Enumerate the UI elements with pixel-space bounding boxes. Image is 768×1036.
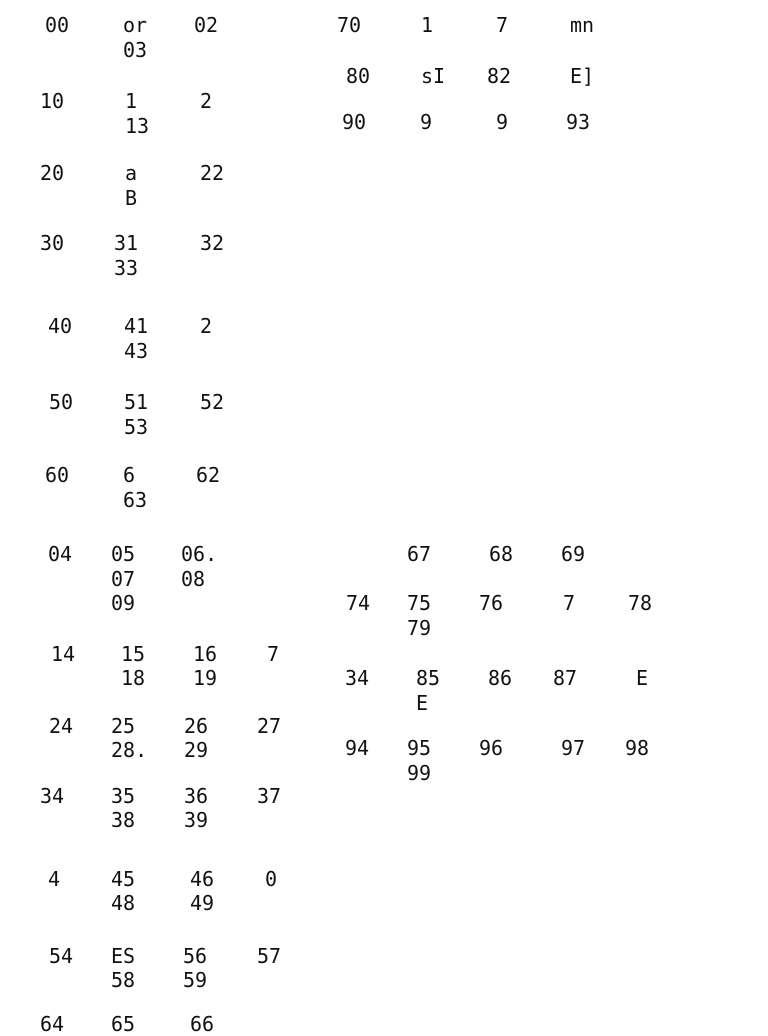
cell-87: 87 [553, 666, 578, 690]
cell-82: 82 [487, 64, 512, 88]
cell-78: 78 [628, 591, 653, 615]
cell-67: 67 [407, 542, 432, 566]
cell-50: 50 [49, 390, 74, 414]
cell-69: 69 [561, 542, 586, 566]
cell-85: 85 [416, 666, 441, 690]
cell-89: E [416, 691, 429, 715]
cell-79: 79 [407, 616, 432, 640]
cell-09: 09 [111, 591, 136, 615]
cell-23: B [125, 186, 138, 210]
cell-48: 48 [111, 891, 136, 915]
cell-95: 95 [407, 736, 432, 760]
cell-92: 9 [496, 110, 509, 134]
cell-08: 08 [181, 567, 206, 591]
cell-41: 41 [124, 314, 149, 338]
cell-90: 90 [342, 110, 367, 134]
cell-75: 75 [407, 591, 432, 615]
cell-00: 00 [45, 13, 70, 37]
cell-16: 16 [193, 642, 218, 666]
cell-52: 52 [200, 390, 225, 414]
cell-51: 51 [124, 390, 149, 414]
cell-46: 46 [190, 867, 215, 891]
cell-49: 49 [190, 891, 215, 915]
cell-05: 05 [111, 542, 136, 566]
cell-83: E] [570, 64, 595, 88]
cell-37: 37 [257, 784, 282, 808]
cell-80: 80 [346, 64, 371, 88]
cell-77: 7 [563, 591, 576, 615]
cell-98: 98 [625, 736, 650, 760]
cell-61: 6 [123, 463, 136, 487]
cell-26: 26 [184, 714, 209, 738]
cell-44: 4 [48, 867, 61, 891]
cell-39: 39 [184, 808, 209, 832]
cell-18: 18 [121, 666, 146, 690]
cell-42: 2 [200, 314, 213, 338]
cell-24: 24 [49, 714, 74, 738]
cell-06: 06. [181, 542, 218, 566]
cell-33: 33 [114, 256, 139, 280]
cell-93: 93 [566, 110, 591, 134]
cell-15: 15 [121, 642, 146, 666]
cell-60: 60 [45, 463, 70, 487]
cell-04: 04 [48, 542, 73, 566]
cell-19: 19 [193, 666, 218, 690]
cell-36: 36 [184, 784, 209, 808]
cell-81: sI [421, 64, 446, 88]
cell-22: 22 [200, 161, 225, 185]
cell-86: 86 [488, 666, 513, 690]
cell-63: 63 [123, 488, 148, 512]
cell-72: 7 [496, 13, 509, 37]
cell-68: 68 [489, 542, 514, 566]
cell-45: 45 [111, 867, 136, 891]
cell-14: 14 [51, 642, 76, 666]
cell-47: 0 [265, 867, 278, 891]
cell-94: 94 [345, 736, 370, 760]
cell-96: 96 [479, 736, 504, 760]
cell-35: 35 [111, 784, 136, 808]
cell-29: 29 [184, 738, 209, 762]
cell-11: 1 [125, 89, 138, 113]
cell-12: 2 [200, 89, 213, 113]
cell-76: 76 [479, 591, 504, 615]
cell-03: 03 [123, 38, 148, 62]
cell-07: 07 [111, 567, 136, 591]
cell-58: 58 [111, 968, 136, 992]
cell-13: 13 [125, 114, 150, 138]
cell-91: 9 [420, 110, 433, 134]
cell-17: 7 [267, 642, 280, 666]
cell-56: 56 [183, 944, 208, 968]
cell-57: 57 [257, 944, 282, 968]
cell-88: E [636, 666, 649, 690]
cell-10: 10 [40, 89, 65, 113]
cell-84: 34 [345, 666, 370, 690]
cell-27: 27 [257, 714, 282, 738]
cell-28: 28. [111, 738, 148, 762]
cell-97: 97 [561, 736, 586, 760]
cell-40: 40 [48, 314, 73, 338]
cell-70: 70 [337, 13, 362, 37]
cell-54: 54 [49, 944, 74, 968]
cell-34: 34 [40, 784, 65, 808]
cell-73: mn [570, 13, 595, 37]
cell-99: 99 [407, 761, 432, 785]
cell-66: 66 [190, 1012, 215, 1036]
cell-55: ES [111, 944, 136, 968]
cell-02: 02 [194, 13, 219, 37]
cell-71: 1 [421, 13, 434, 37]
cell-25: 25 [111, 714, 136, 738]
cell-59: 59 [183, 968, 208, 992]
cell-74: 74 [346, 591, 371, 615]
cell-43: 43 [124, 339, 149, 363]
cell-53: 53 [124, 415, 149, 439]
cell-65: 65 [111, 1012, 136, 1036]
cell-31: 31 [114, 231, 139, 255]
cell-64: 64 [40, 1012, 65, 1036]
cell-30: 30 [40, 231, 65, 255]
cell-62: 62 [196, 463, 221, 487]
cell-01: or [123, 13, 148, 37]
cell-38: 38 [111, 808, 136, 832]
cell-21: a [125, 161, 138, 185]
cell-20: 20 [40, 161, 65, 185]
cell-32: 32 [200, 231, 225, 255]
